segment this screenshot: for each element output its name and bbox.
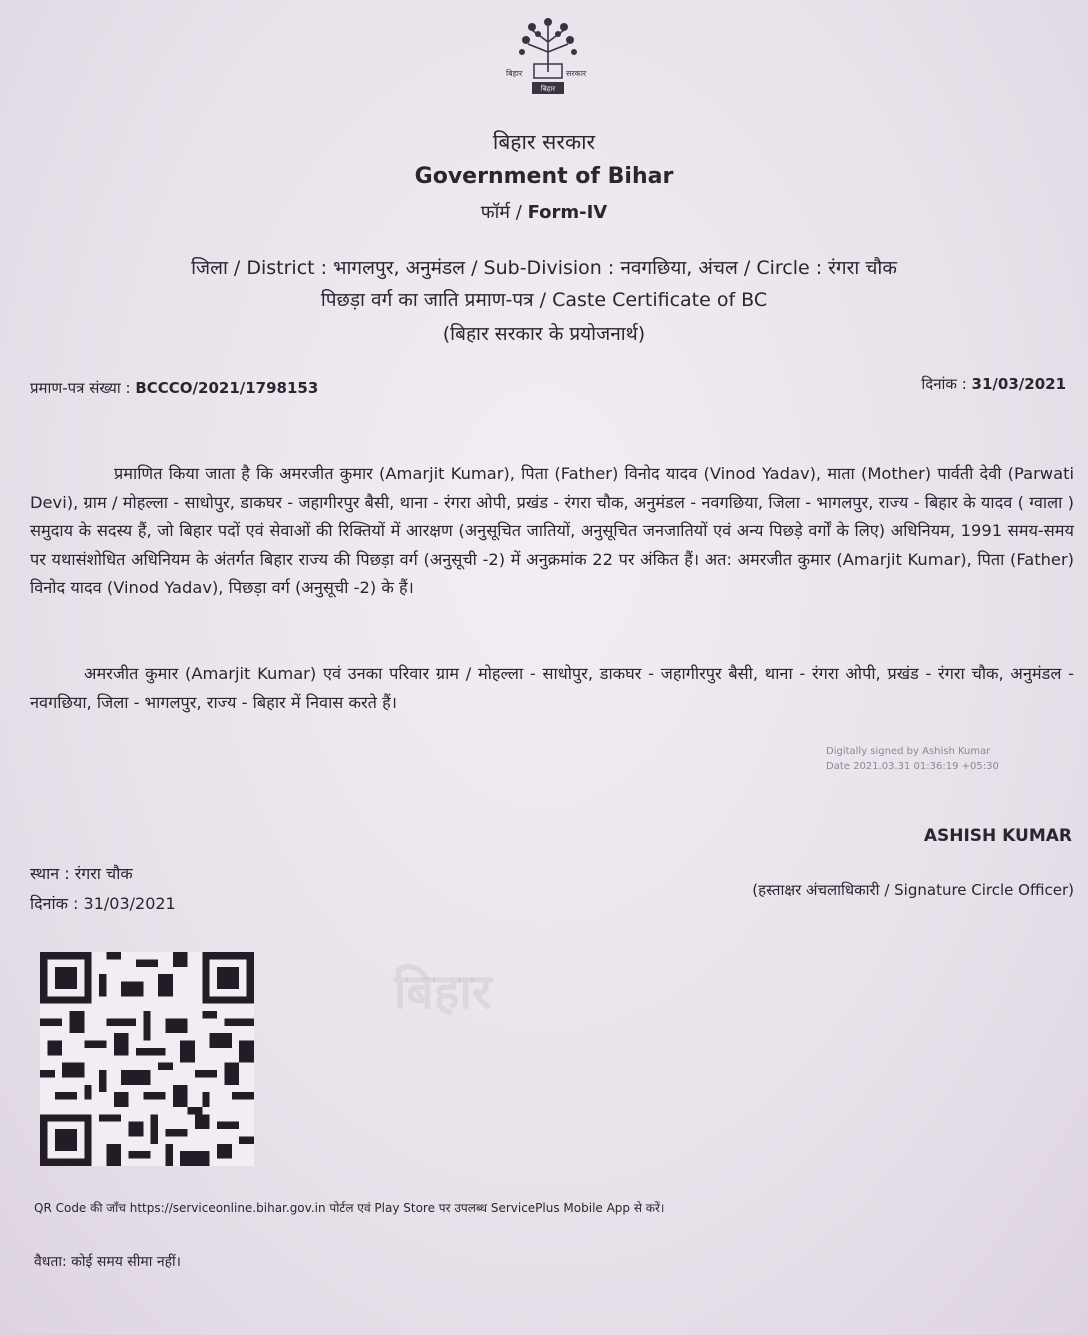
cert-date-label: दिनांक : <box>921 375 967 393</box>
place-label: स्थान : रंगरा चौक <box>30 864 133 883</box>
cert-no-value: BCCCO/2021/1798153 <box>135 379 319 397</box>
district-line: जिला / District : भागलपुर, अनुमंडल / Sub-Division : नवगछिया, अंचल / Circle : रंगरा चौक <box>191 257 897 279</box>
form-label-english: Form-IV <box>527 202 608 223</box>
form-label-hindi: फॉर्म <box>480 202 511 223</box>
digital-signature-date: Date 2021.03.31 01:36:19 +05:30 <box>826 761 999 772</box>
watermark-text: बिहार <box>394 964 492 1020</box>
emblem-text-left: बिहार <box>506 69 523 78</box>
validity-note: वैधता: कोई समय सीमा नहीं। <box>34 1254 181 1270</box>
qr-verification-note: QR Code की जाँच https://serviceonline.bihar.gov.in पोर्टल एवं Play Store पर उपलब्ध ServicePlus Mobile App से करें। <box>34 1201 665 1215</box>
certificate-paragraph-1 <box>30 460 1074 603</box>
bihar-emblem-icon <box>502 12 594 102</box>
paragraph-2-text: अमरजीत कुमार (Amarjit Kumar) एवं उनका परिवार ग्राम / मोहल्ला - साधोपुर, डाकघर - जहागीरपुर बैसी, थाना - रंगरा ओपी, प्रखंड - रंगरा चौक, अनुमंडल - नवगछिया, जिला - भागलपुर, राज्य - बिहार में निवास करते हैं। <box>30 664 1074 712</box>
certificate-purpose: (बिहार सरकार के प्रयोजनार्थ) <box>442 323 646 345</box>
place-date: दिनांक : 31/03/2021 <box>30 894 176 913</box>
cert-no-label: प्रमाण-पत्र संख्या : <box>30 379 131 397</box>
emblem-text-right: सरकार <box>566 69 587 78</box>
certificate-date <box>921 374 1066 394</box>
title-english: Government of Bihar <box>414 164 674 189</box>
paragraph-1-text: प्रमाणित किया जाता है कि अमरजीत कुमार (Amarjit Kumar), पिता (Father) विनोद यादव (Vinod Yadav), माता (Mother) पार्वती देवी (Parwati Devi), ग्राम / मोहल्ला - साधोपुर, डाकघर - जहागीरपुर बैसी, थाना - रंगरा ओपी, प्रखंड - रंगरा चौक, अनुमंडल - नवगछिया, जिला - भागलपुर, राज्य - बिहार के यादव ( ग्वाला ) समुदाय के सदस्य हैं, जो बिहार पदों एवं सेवाओं की रिक्तियों में आरक्षण (अनुसूचित जातियों, अनुसूचित जनजातियों एवं अन्य पिछड़े वर्गों के लिए) अधिनियम, 1991 समय-समय पर यथासंशोधित अधिनियम के अंतर्गत बिहार राज्य की पिछड़ा वर्ग (अनुसूची -2) में अनुक्रमांक 22 पर अंकित हैं। अत: अमरजीत कुमार (Amarjit Kumar), पिता (Father) विनोद यादव (Vinod Yadav), पिछड़ा वर्ग (अनुसूची -2) के हैं। <box>30 464 1074 597</box>
signatory-name: ASHISH KUMAR <box>923 826 1072 846</box>
digital-signature-by: Digitally signed by Ashish Kumar <box>826 746 991 757</box>
title-hindi: बिहार सरकार <box>492 130 596 154</box>
qr-code-icon <box>40 952 254 1166</box>
certificate-title: पिछड़ा वर्ग का जाति प्रमाण-पत्र / Caste Certificate of BC <box>320 289 768 311</box>
emblem-plaque-text: बिहार <box>540 85 556 93</box>
certificate-number <box>30 378 318 398</box>
cert-date-value: 31/03/2021 <box>971 375 1066 393</box>
form-label: फॉर्म / Form-IV <box>480 202 608 223</box>
digital-signature-stamp <box>826 744 999 774</box>
signatory-title: (हस्ताक्षर अंचलाधिकारी / Signature Circle Officer) <box>752 881 1074 899</box>
certificate-paragraph-2 <box>30 660 1074 717</box>
